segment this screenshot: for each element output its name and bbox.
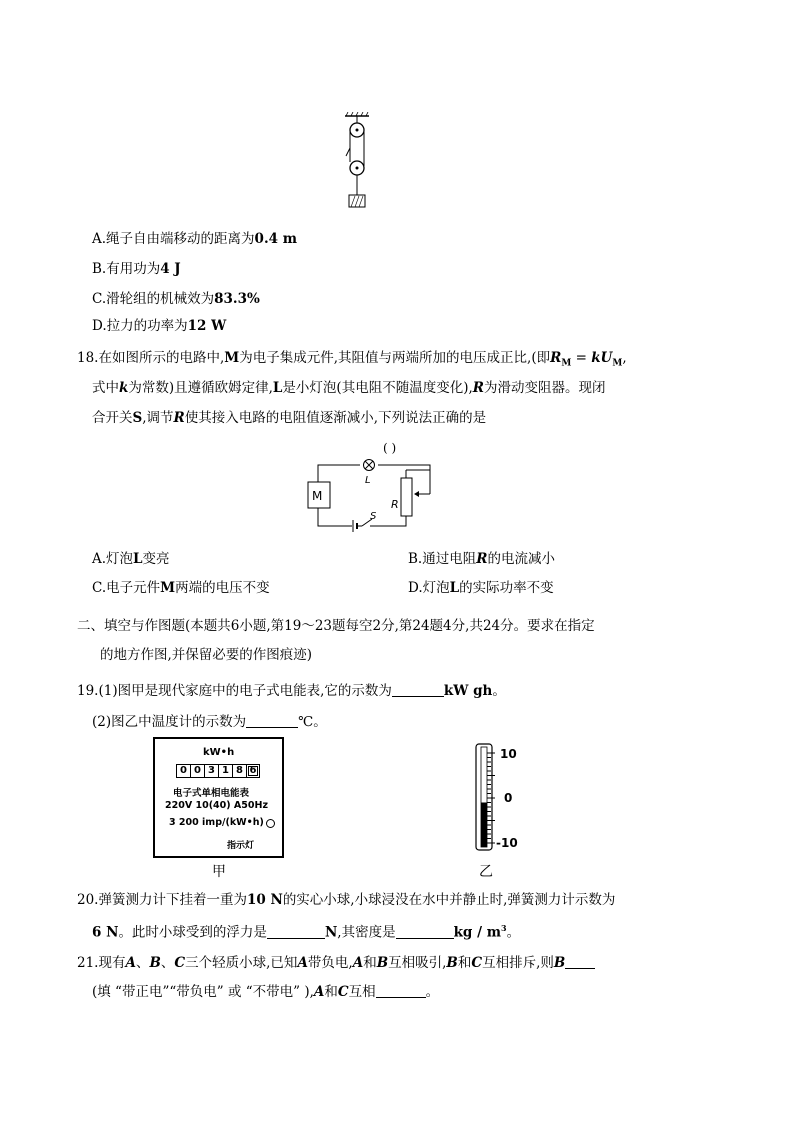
value: 10 N xyxy=(246,892,283,908)
circuit-label-r: R xyxy=(391,498,399,511)
symbol-m: M xyxy=(160,580,176,596)
text: (填 “带正电”“带负电” 或 “不带电” ), xyxy=(92,984,314,1000)
text: 互相排斥,则 xyxy=(482,955,554,971)
option-text: 的电流减小 xyxy=(487,551,555,567)
meter-digit-last: 6 xyxy=(247,765,259,777)
answer-blank[interactable] xyxy=(246,713,298,728)
symbol-b: B xyxy=(446,955,458,971)
q19-part-1 xyxy=(77,681,506,701)
text: 为滑动变阻器。现闭 xyxy=(483,380,606,396)
text: 为电子集成元件,其阻值与两端所加的电压成正比,(即 xyxy=(239,350,551,366)
question-number: 21. xyxy=(77,955,99,971)
option-prefix: B. xyxy=(92,261,107,277)
q21-line-2 xyxy=(92,982,439,1002)
symbol-r: R xyxy=(173,410,185,426)
formula-equals: = xyxy=(571,350,592,366)
option-text: 灯泡 xyxy=(422,580,450,596)
option-prefix: D. xyxy=(92,318,107,334)
electric-meter xyxy=(153,737,284,858)
answer-blank[interactable] xyxy=(396,924,454,939)
option-text: 电子元件 xyxy=(106,580,161,596)
circuit-label-s: S xyxy=(370,511,377,522)
q17-option-a xyxy=(92,229,297,249)
symbol-m: M xyxy=(224,350,240,366)
meter-digit: 8 xyxy=(233,765,247,777)
symbol-a: A xyxy=(352,955,364,971)
unit: kW gh xyxy=(443,683,493,699)
option-value: 12 W xyxy=(187,318,227,334)
text: ,其密度是 xyxy=(337,924,396,941)
option-prefix: C. xyxy=(92,291,107,307)
text: 、 xyxy=(160,955,175,971)
unit: kg / m xyxy=(453,924,501,941)
option-prefix: C. xyxy=(92,580,107,596)
text: 。 xyxy=(425,984,440,1000)
text: 带负电, xyxy=(307,955,353,971)
symbol-s: S xyxy=(132,410,143,426)
text: , xyxy=(622,350,627,366)
text: 互相吸引, xyxy=(388,955,447,971)
symbol-l: L xyxy=(449,580,460,596)
q17-option-d xyxy=(92,316,226,336)
answer-blank[interactable] xyxy=(392,682,444,697)
meter-digits xyxy=(176,764,260,778)
text: 。 xyxy=(506,924,521,941)
text: 三个轻质小球,已知 xyxy=(185,955,298,971)
text: 现有 xyxy=(98,955,126,971)
meter-digit: 0 xyxy=(177,765,191,777)
symbol-r: R xyxy=(472,380,484,396)
formula-r: R xyxy=(550,350,562,366)
option-prefix: B. xyxy=(408,551,423,567)
text: 式中 xyxy=(92,380,119,396)
symbol-a: A xyxy=(313,984,325,1000)
unit: N xyxy=(324,924,338,941)
pulley-figure xyxy=(340,112,380,210)
tick-label: 10 xyxy=(500,747,517,761)
text: 的实心小球,小球浸没在水中并静止时,弹簧测力计示数为 xyxy=(282,892,616,908)
meter-imp: 3 200 imp/(kW•h) xyxy=(169,817,264,828)
text: 。此时小球受到的浮力是 xyxy=(118,924,267,941)
option-prefix: A. xyxy=(92,551,107,567)
text: 在如图所示的电路中, xyxy=(98,350,225,366)
indicator-light-icon xyxy=(266,819,275,828)
q18-line-3 xyxy=(92,408,486,428)
formula-subscript: M xyxy=(612,358,623,369)
option-prefix: D. xyxy=(408,580,423,596)
option-prefix: A. xyxy=(92,231,107,247)
unit-superscript: 3 xyxy=(501,923,507,933)
option-text: 通过电阻 xyxy=(422,551,477,567)
text: 合开关 xyxy=(92,410,133,426)
q17-option-b xyxy=(92,259,181,279)
symbol-l: L xyxy=(133,551,143,567)
meter-digit: 3 xyxy=(205,765,219,777)
symbol-b: B xyxy=(553,955,566,971)
text: 、 xyxy=(135,955,150,971)
q18-option-c xyxy=(92,578,270,598)
option-text: 的实际功率不变 xyxy=(459,580,554,596)
meter-spec: 220V 10(40) A50Hz xyxy=(165,800,268,811)
formula-subscript: M xyxy=(561,358,572,369)
answer-blank[interactable] xyxy=(376,983,426,998)
caption-yi: 乙 xyxy=(479,864,493,880)
symbol-k: k xyxy=(119,380,129,396)
q20-line-1 xyxy=(77,890,615,910)
mercury-column xyxy=(481,803,487,848)
circuit-diagram xyxy=(306,456,444,536)
q20-line-2 xyxy=(92,918,520,943)
text: (1)图甲是现代家庭中的电子式电能表,它的示数为 xyxy=(98,683,392,699)
q18-option-a xyxy=(92,549,170,569)
answer-paren: ( ) xyxy=(383,441,397,455)
option-text: 拉力的功率为 xyxy=(106,318,188,334)
option-text: 两端的电压不变 xyxy=(175,580,270,596)
symbol-a: A xyxy=(125,955,136,971)
q18-option-d xyxy=(408,578,554,598)
q19-part-2 xyxy=(92,712,327,732)
formula-ku: kU xyxy=(591,350,613,366)
text: 和 xyxy=(324,984,338,1000)
q21-line-1 xyxy=(77,953,595,973)
option-text: 绳子自由端移动的距离为 xyxy=(106,231,255,247)
q17-option-c xyxy=(92,289,260,309)
meter-unit: kW•h xyxy=(203,747,235,758)
caption-jia: 甲 xyxy=(212,864,226,880)
option-value: 0.4 m xyxy=(254,231,298,247)
option-value: 83.3% xyxy=(214,291,260,307)
symbol-b: B xyxy=(149,955,161,971)
symbol-c: C xyxy=(174,955,186,971)
answer-blank[interactable] xyxy=(565,954,595,969)
unit: ℃。 xyxy=(298,714,327,730)
section-heading: 二、填空与作图题(本题共6小题,第19～23题每空2分,第24题4分,共24分。要求在指定 xyxy=(77,618,595,634)
indicator-label: 指示灯 xyxy=(227,841,255,851)
question-number: 20. xyxy=(77,892,99,908)
section-heading-cont: 的地方作图,并保留必要的作图痕迹) xyxy=(100,647,313,663)
symbol-l: L xyxy=(272,380,283,396)
answer-blank[interactable] xyxy=(267,924,325,939)
option-text: 变亮 xyxy=(142,551,170,567)
symbol-b: B xyxy=(376,955,389,971)
text: 和 xyxy=(457,955,472,971)
text: (2)图乙中温度计的示数为 xyxy=(92,714,247,730)
option-text: 滑轮组的机械效为 xyxy=(106,291,215,307)
text: 互相 xyxy=(348,984,376,1000)
meter-name: 电子式单相电能表 xyxy=(173,788,250,799)
value: 6 N xyxy=(92,924,119,941)
meter-digit: 0 xyxy=(191,765,205,777)
text: 是小灯泡(其电阻不随温度变化), xyxy=(282,380,473,396)
text: 弹簧测力计下挂着一重为 xyxy=(98,892,247,908)
option-text: 有用功为 xyxy=(106,261,161,277)
text: 。 xyxy=(492,683,506,699)
meter-digit: 1 xyxy=(219,765,233,777)
text: 为常数)且遵循欧姆定律, xyxy=(128,380,273,396)
tick-label: -10 xyxy=(496,836,518,850)
tick-label: 0 xyxy=(504,791,513,805)
question-number: 19. xyxy=(77,683,99,699)
question-number: 18. xyxy=(77,350,99,366)
q18-line-2 xyxy=(92,378,605,398)
circuit-label-m: M xyxy=(312,489,323,503)
symbol-r: R xyxy=(476,551,488,567)
text: 使其接入电路的电阻值逐渐减小,下列说法正确的是 xyxy=(184,410,487,426)
option-text: 灯泡 xyxy=(106,551,134,567)
symbol-c: C xyxy=(471,955,483,971)
q18-option-b xyxy=(408,549,555,569)
thermometer xyxy=(460,742,524,854)
symbol-c: C xyxy=(337,984,349,1000)
q18-line-1 xyxy=(77,348,627,374)
text: ,调节 xyxy=(142,410,174,426)
symbol-a: A xyxy=(297,955,308,971)
option-value: 4 J xyxy=(160,261,181,277)
circuit-label-l: L xyxy=(365,475,371,486)
text: 和 xyxy=(363,955,377,971)
